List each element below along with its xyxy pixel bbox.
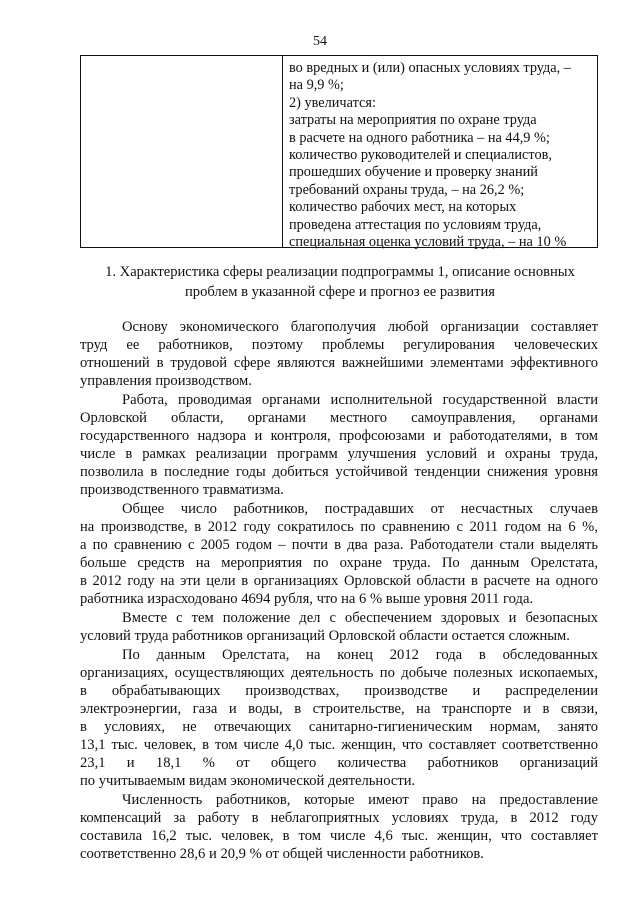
text-line: в 2012 году на эти цели в организациях Орловской области в расчете на одного — [80, 573, 598, 589]
text-line: составила 16,2 тыс. человек, в том числе 4,6 тыс. женщин, что составляет — [80, 828, 598, 844]
text-line: управления производством. — [80, 373, 252, 389]
text-line: отношений в трудовой сфере являются важнейшими элементами эффективного — [80, 355, 598, 371]
text-line: По данным Орелстата, на конец 2012 года в обследованных — [122, 647, 598, 663]
paragraph — [80, 318, 598, 390]
table-line: количество руководителей и специалистов, — [289, 147, 552, 164]
body-text — [80, 318, 598, 864]
table-line: 2) увеличатся: — [289, 94, 376, 111]
heading-line: 1. Характеристика сферы реализации подпрограммы 1, описание основных — [105, 264, 575, 280]
table-line: количество рабочих мест, на которых — [289, 199, 517, 216]
text-line: Общее число работников, пострадавших от несчастных случаев — [122, 501, 598, 517]
text-line: в обрабатывающих производствах, производстве и распределении — [80, 683, 598, 699]
text-line: позволила в последние годы добиться устойчивой тенденции снижения уровня — [80, 464, 598, 480]
table-line: проведена аттестация по условиям труда, — [289, 216, 542, 233]
table-line: на 9,9 %; — [289, 77, 344, 94]
text-line: организациях, осуществляющих деятельность по добыче полезных ископаемых, — [80, 665, 598, 681]
text-line: Орловской области, органами местного самоуправления, органами — [80, 410, 598, 426]
text-line: государственного надзора и контроля, профсоюзами и работодателями, в том — [80, 428, 598, 444]
text-line: Работа, проводимая органами исполнительной государственной власти — [122, 392, 598, 408]
text-line: соответственно 28,6 и 20,9 % от общей численности работников. — [80, 846, 484, 862]
paragraph — [80, 609, 598, 645]
text-line: труд ее работников, поэтому проблемы регулирования человеческих — [80, 337, 598, 353]
text-line: производственного травматизма. — [80, 482, 284, 498]
text-line: электроэнергии, газа и воды, в строительстве, на транспорте и в связи, — [80, 701, 598, 717]
paragraph — [80, 500, 598, 608]
table-line: требований охраны труда, – на 26,2 %; — [289, 181, 525, 198]
text-line: 13,1 тыс. человек, в том числе 4,0 тыс. женщин, что составляет соответственно — [80, 737, 598, 753]
page-number: 54 — [313, 34, 327, 49]
heading-line: проблем в указанной сфере и прогноз ее развития — [184, 284, 496, 300]
text-line: в условиях, не отвечающих санитарно-гигиеническим нормам, занято — [80, 719, 598, 735]
table-right-cell — [289, 60, 593, 251]
text-line: а по сравнению с 2005 годом – почти в два раза. Работодатели стали выделять — [80, 537, 598, 553]
paragraph — [80, 391, 598, 499]
section-heading — [60, 262, 620, 302]
text-line: работника израсходовано 4694 рубля, что на 6 % выше уровня 2011 года. — [80, 591, 534, 607]
text-line: Основу экономического благополучия любой организации составляет — [122, 319, 598, 335]
text-line: 23,1 и 18,1 % от общего количества работников организаций — [80, 755, 598, 771]
text-line: числе в рамках реализации программ улучшения условий и охраны труда, — [80, 446, 598, 462]
table-line: в расчете на одного работника – на 44,9 %; — [289, 129, 550, 146]
paragraph — [80, 646, 598, 790]
paragraph — [80, 791, 598, 863]
text-line: компенсаций за работу в неблагоприятных условиях труда, в 2012 году — [80, 810, 598, 826]
text-line: по учитываемым видам экономической деятельности. — [80, 773, 416, 789]
text-line: на производстве, в 2012 году сократилось по сравнению с 2011 годом на 6 %, — [80, 519, 598, 535]
text-line: условий труда работников организаций Орловской области остается сложным. — [80, 628, 570, 644]
table-line: прошедших обучение и проверку знаний — [289, 164, 538, 181]
table-line: специальная оценка условий труда, – на 10 % — [289, 234, 567, 251]
text-line: больше средств на мероприятия по охране труда. По данным Орелстата, — [80, 555, 598, 571]
table-line: затраты на мероприятия по охране труда — [289, 112, 537, 129]
table-left-cell — [81, 56, 283, 247]
continuation-table — [80, 55, 598, 251]
text-line: Численность работников, которые имеют право на предоставление — [122, 792, 598, 808]
table-line: во вредных и (или) опасных условиях труда, – — [289, 60, 571, 76]
text-line: Вместе с тем положение дел с обеспечением здоровых и безопасных — [122, 610, 598, 626]
